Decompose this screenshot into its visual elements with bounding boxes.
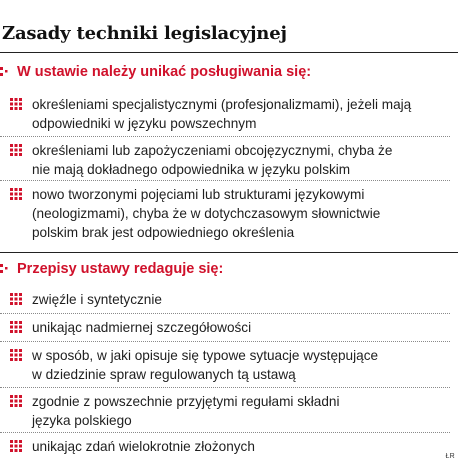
- list-item: [0, 346, 450, 384]
- grid-dots-icon: [10, 440, 22, 456]
- page-title: Zasady techniki legislacyjnej: [2, 23, 287, 44]
- grid-dots-icon: [10, 395, 22, 430]
- grid-dots-icon: [10, 188, 22, 242]
- list-item-text: określeniami lub zapożyczeniami obcojęzycznymi, chyba że nie mają dokładnego odpowiednika w języku polskim: [32, 143, 393, 177]
- grid-dots-icon: [10, 293, 22, 309]
- title-divider: [0, 52, 458, 53]
- section-marker-icon: [0, 65, 12, 79]
- item-divider: [0, 432, 450, 433]
- list-item: [0, 95, 450, 133]
- section-marker-icon: [0, 262, 12, 276]
- section-heading-label: Przepisy ustawy redaguje się:: [17, 261, 224, 277]
- item-divider: [0, 387, 450, 388]
- grid-dots-icon: [10, 144, 22, 179]
- item-divider: [0, 341, 450, 342]
- list-item-text: określeniami specjalistycznymi (profesjonalizmami), jeżeli mają odpowiedniki w języku powszechnym: [32, 97, 412, 131]
- list-item: [0, 318, 450, 337]
- grid-dots-icon: [10, 349, 22, 384]
- list-item: [0, 290, 450, 309]
- section-divider: [0, 252, 458, 253]
- list-item-text: zwięźle i syntetycznie: [32, 292, 162, 307]
- list-item: [0, 392, 450, 430]
- item-divider: [0, 313, 450, 314]
- grid-dots-icon: [10, 98, 22, 133]
- grid-dots-icon: [10, 321, 22, 337]
- item-divider: [0, 136, 450, 137]
- list-item-text: w sposób, w jaki opisuje się typowe sytuacje występujące w dziedzinie spraw regulowanych tą ustawą: [32, 348, 379, 382]
- item-divider: [0, 180, 450, 181]
- list-item-text: unikając zdań wielokrotnie złożonych: [32, 439, 255, 454]
- list-item-text: unikając nadmiernej szczegółowości: [32, 320, 252, 335]
- section-heading-draft: [0, 261, 223, 277]
- list-item-text: nowo tworzonymi pojęciami lub strukturami językowymi (neologizmami), chyba że w dotychczasowym słownictwie polskim brak jest odpowiedniego określenia: [32, 187, 381, 240]
- credit-text: ŁR: [445, 453, 455, 460]
- list-item: [0, 141, 450, 179]
- list-item: [0, 185, 450, 242]
- section-heading-label: W ustawie należy unikać posługiwania się:: [17, 64, 312, 80]
- list-item-text: zgodnie z powszechnie przyjętymi regułami składni języka polskiego: [32, 394, 340, 428]
- section-heading-avoid: [0, 64, 311, 80]
- list-item: [0, 437, 450, 456]
